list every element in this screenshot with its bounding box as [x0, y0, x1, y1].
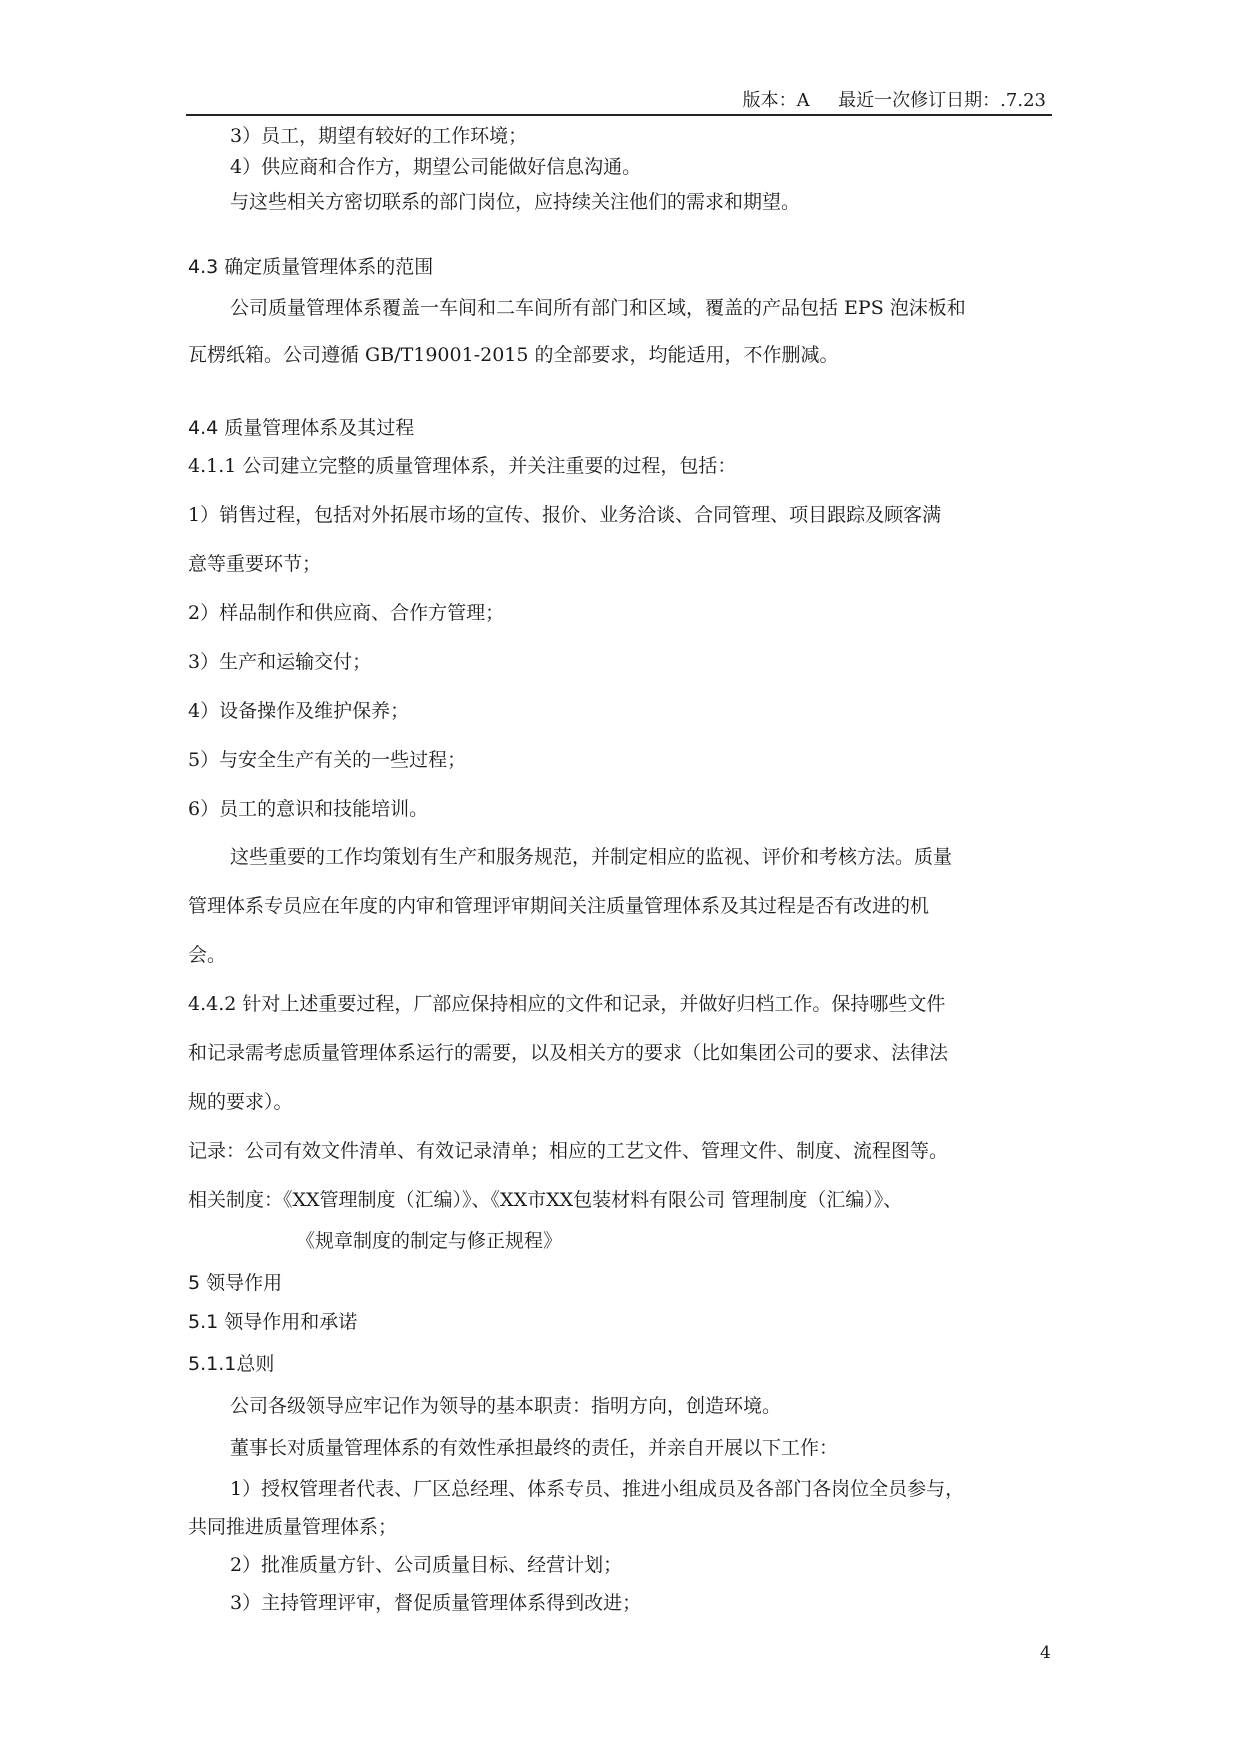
text-line: 1）销售过程，包括对外拓展市场的宣传、报价、业务洽谈、合同管理、项目跟踪及顾客满	[188, 504, 942, 526]
text-line: 管理体系专员应在年度的内审和管理评审期间关注质量管理体系及其过程是否有改进的机	[188, 895, 930, 917]
version-label: 版本：A	[742, 90, 810, 111]
text-line: 3）主持管理评审，督促质量管理体系得到改进；	[230, 1592, 642, 1614]
text-line: 4.4.2 针对上述重要过程，厂部应保持相应的文件和记录，并做好归档工作。保持哪些文件	[188, 993, 946, 1015]
section-heading: 4.3 确定质量管理体系的范围	[188, 256, 434, 278]
page-header	[186, 86, 1052, 116]
section-heading: 5.1 领导作用和承诺	[188, 1311, 358, 1333]
revision-date: 最近一次修订日期：.7.23	[838, 90, 1046, 111]
text-line: 2）样品制作和供应商、合作方管理；	[188, 602, 505, 624]
text-line: 共同推进质量管理体系；	[188, 1516, 398, 1538]
text-line: 这些重要的工作均策划有生产和服务规范，并制定相应的监视、评价和考核方法。质量	[230, 846, 953, 868]
text-line: 4）供应商和合作方，期望公司能做好信息沟通。	[230, 156, 642, 178]
text-line: 3）员工，期望有较好的工作环境；	[230, 125, 528, 147]
text-line: 董事长对质量管理体系的有效性承担最终的责任，并亲自开展以下工作：	[230, 1437, 839, 1459]
page-number: 4	[1040, 1643, 1051, 1663]
text-line: 瓦楞纸箱。公司遵循 GB/T19001-2015 的全部要求，均能适用，不作删减。	[188, 344, 839, 366]
text-line: 和记录需考虑质量管理体系运行的需要，以及相关方的要求（比如集团公司的要求、法律法	[188, 1042, 949, 1064]
text-line: 相关制度：《XX管理制度（汇编）》、《XX市XX包装材料有限公司 管理制度（汇编）》、	[188, 1189, 903, 1211]
text-line: 公司质量管理体系覆盖一车间和二车间所有部门和区域，覆盖的产品包括 EPS 泡沫板和	[230, 297, 966, 319]
section-heading: 5.1.1总则	[188, 1353, 275, 1375]
text-line: 4.1.1 公司建立完整的质量管理体系，并关注重要的过程，包括：	[188, 455, 737, 477]
text-line: 2）批准质量方针、公司质量目标、经营计划；	[230, 1554, 623, 1576]
text-line: 6）员工的意识和技能培训。	[188, 798, 429, 820]
text-line: 与这些相关方密切联系的部门岗位，应持续关注他们的需求和期望。	[230, 191, 801, 213]
text-line: 《规章制度的制定与修正规程》	[296, 1230, 563, 1252]
text-line: 公司各级领导应牢记作为领导的基本职责：指明方向，创造环境。	[230, 1395, 782, 1417]
text-line: 1）授权管理者代表、厂区总经理、体系专员、推进小组成员及各部门各岗位全员参与，	[230, 1478, 965, 1500]
text-line: 4）设备操作及维护保养；	[188, 700, 410, 722]
text-line: 3）生产和运输交付；	[188, 651, 372, 673]
text-line: 记录：公司有效文件清单、有效记录清单；相应的工艺文件、管理文件、制度、流程图等。	[188, 1140, 949, 1162]
text-line: 规的要求）。	[188, 1091, 293, 1113]
text-line: 意等重要环节；	[188, 553, 322, 575]
text-line: 5）与安全生产有关的一些过程；	[188, 749, 467, 771]
section-heading: 5 领导作用	[188, 1272, 283, 1294]
section-heading: 4.4 质量管理体系及其过程	[188, 417, 415, 439]
text-line: 会。	[188, 944, 227, 966]
